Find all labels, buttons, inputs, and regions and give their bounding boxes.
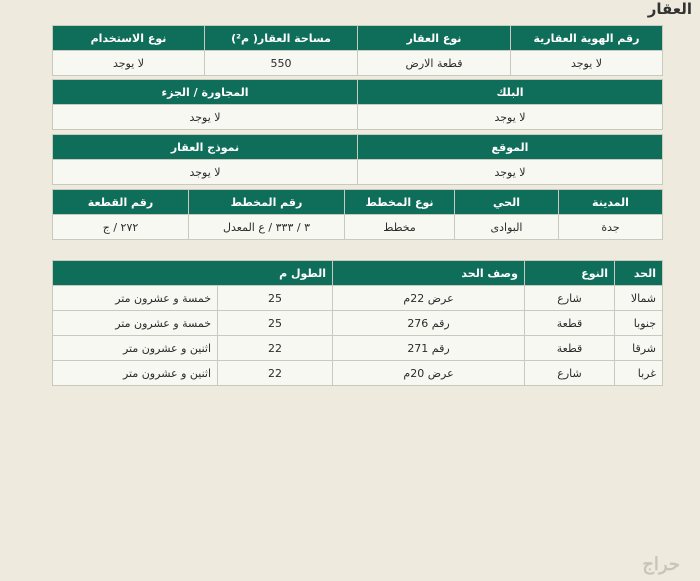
border-length: 22 xyxy=(218,336,333,361)
header-property-type: نوع العقار xyxy=(358,26,511,51)
value-property-model: لا يوجد xyxy=(53,160,358,185)
border-direction: شرقا xyxy=(615,336,663,361)
header-border-type: النوع xyxy=(525,261,615,286)
value-city: جدة xyxy=(559,215,663,240)
border-description: عرض 22م xyxy=(333,286,525,311)
value-plan-type: مخطط xyxy=(345,215,455,240)
border-length-words: اثنين و عشرون متر xyxy=(53,361,218,386)
property-info-table xyxy=(52,25,663,76)
table-row xyxy=(53,336,663,361)
table-header-row xyxy=(53,80,663,105)
border-direction: جنوبا xyxy=(615,311,663,336)
border-type: قطعة xyxy=(525,311,615,336)
header-district: الحي xyxy=(455,190,559,215)
table-header-row xyxy=(53,190,663,215)
border-direction: غربا xyxy=(615,361,663,386)
table-header-row xyxy=(53,26,663,51)
border-description: رقم 276 xyxy=(333,311,525,336)
header-city: المدينة xyxy=(559,190,663,215)
header-plot-number: رقم القطعة xyxy=(53,190,189,215)
value-plan-number: ٣ / ٣٣٣ / ع المعدل xyxy=(189,215,345,240)
table-row xyxy=(53,361,663,386)
location-table xyxy=(52,134,663,185)
border-description: عرض 20م xyxy=(333,361,525,386)
plan-table xyxy=(52,189,663,240)
table-row xyxy=(53,160,663,185)
table-header-row xyxy=(53,135,663,160)
table-row xyxy=(53,286,663,311)
table-header-row xyxy=(53,261,663,286)
value-plot-number: ٢٧٢ / ج xyxy=(53,215,189,240)
header-plan-number: رقم المخطط xyxy=(189,190,345,215)
table-row xyxy=(53,215,663,240)
value-usage-type: لا يوجد xyxy=(53,51,205,76)
border-length: 25 xyxy=(218,311,333,336)
header-plan-type: نوع المخطط xyxy=(345,190,455,215)
header-location: الموقع xyxy=(358,135,663,160)
value-district: البوادى xyxy=(455,215,559,240)
watermark-logo: حراج xyxy=(642,554,680,575)
border-type: شارع xyxy=(525,361,615,386)
value-property-area: 550 xyxy=(205,51,358,76)
header-property-model: نموذج العقار xyxy=(53,135,358,160)
header-property-area: مساحة العقار( م²) xyxy=(205,26,358,51)
border-direction: شمالا xyxy=(615,286,663,311)
border-type: قطعة xyxy=(525,336,615,361)
table-row xyxy=(53,311,663,336)
value-neighborhood: لا يوجد xyxy=(53,105,358,130)
header-border-length: الطول م xyxy=(53,261,333,286)
table-row xyxy=(53,51,663,76)
border-description: رقم 271 xyxy=(333,336,525,361)
header-block: البلك xyxy=(358,80,663,105)
header-border-description: وصف الحد xyxy=(333,261,525,286)
border-length-words: اثنين و عشرون متر xyxy=(53,336,218,361)
header-border-direction: الحد xyxy=(615,261,663,286)
border-length-words: خمسة و عشرون متر xyxy=(53,286,218,311)
table-row xyxy=(53,105,663,130)
value-location: لا يوجد xyxy=(358,160,663,185)
borders-table xyxy=(52,260,663,386)
header-usage-type: نوع الاستخدام xyxy=(53,26,205,51)
section-title: العقار xyxy=(647,0,692,18)
border-type: شارع xyxy=(525,286,615,311)
block-table xyxy=(52,79,663,130)
value-property-id: لا يوجد xyxy=(511,51,663,76)
border-length-words: خمسة و عشرون متر xyxy=(53,311,218,336)
value-property-type: قطعة الارض xyxy=(358,51,511,76)
border-length: 25 xyxy=(218,286,333,311)
header-neighborhood: المجاورة / الجزء xyxy=(53,80,358,105)
border-length: 22 xyxy=(218,361,333,386)
header-property-id: رقم الهوية العقارية xyxy=(511,26,663,51)
value-block: لا يوجد xyxy=(358,105,663,130)
